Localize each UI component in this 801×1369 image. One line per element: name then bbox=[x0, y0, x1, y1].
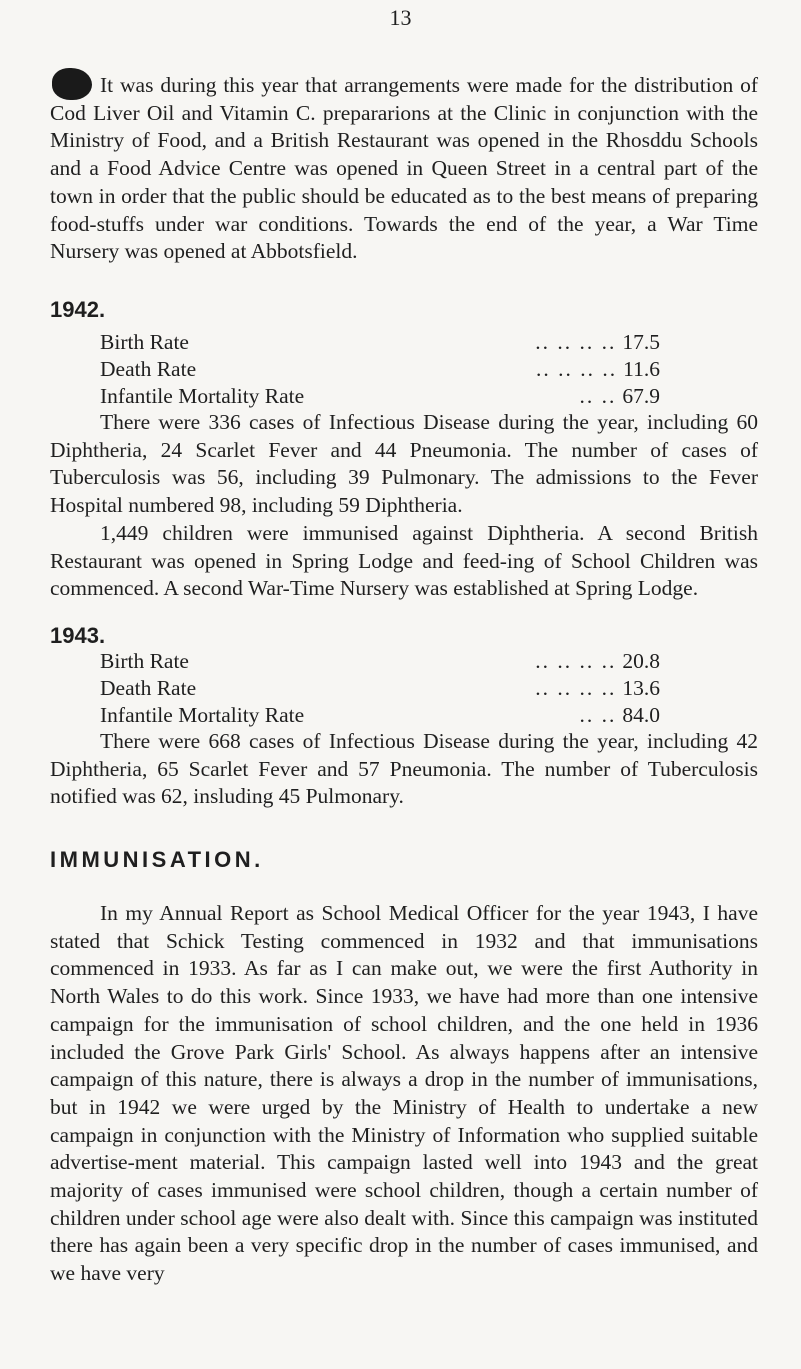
stat-row-death-rate bbox=[100, 356, 660, 383]
stat-row-infantile-mortality bbox=[100, 702, 660, 729]
stat-label: Death Rate bbox=[100, 357, 197, 381]
stat-label: Birth Rate bbox=[100, 649, 189, 673]
leader-dots: .. .. bbox=[579, 703, 617, 727]
stat-row-infantile-mortality bbox=[100, 383, 660, 410]
leader-dots: .. .. .. .. bbox=[536, 357, 618, 381]
stats-1942 bbox=[100, 329, 660, 410]
heading-1943: 1943. bbox=[50, 623, 106, 648]
stat-label: Infantile Mortality Rate bbox=[100, 384, 305, 408]
paragraph-immunisation: In my Annual Report as School Medical Officer for the year 1943, I have stated that Schick Testing commenced in 1932 and that immunisations commenced in 1933. As far as I can make out, we were the first Authority in North Wales to do this work. Since 1933, we have had more than one intensive campaign for the immunisation of school children, and the one held in 1936 included the Grove Park Girls' School. As always happens after an intensive campaign of this nature, there is always a drop in the number of immunisations, but in 1942 we were urged by the Ministry of Health to undertake a new campaign in conjunction with the Ministry of Information who supplied suitable advertise-ment material. This campaign lasted well into 1943 and the great majority of cases immunised were school children, though a certain number of children under school age were also dealt with. Since this campaign was instituted there has again been a very specific drop in the number of cases immunised, and we have very bbox=[50, 901, 758, 1286]
leader-dots: .. .. .. .. bbox=[535, 330, 617, 354]
leader-dots: .. .. bbox=[579, 384, 617, 408]
stat-value: 13.6 bbox=[622, 676, 660, 700]
paragraph-1942-diseases: There were 336 cases of Infectious Disease during the year, including 60 Diphtheria, 24 Scarlet Fever and 44 Pneumonia. The number of cases of Tuberculosis was 56, including 39 Pulmonary. The admissions to the Fever Hospital numbered 98, including 59 Diphtheria. bbox=[50, 410, 758, 518]
stat-row-birth-rate bbox=[100, 648, 660, 675]
paragraph-1942-immunised: 1,449 children were immunised against Diphtheria. A second British Restaurant was opened in Spring Lodge and feed-ing of School Children was commenced. A second War-Time Nursery was established at Spring Lodge. bbox=[50, 521, 758, 601]
heading-1942: 1942. bbox=[50, 297, 106, 322]
stat-value: 17.5 bbox=[622, 330, 660, 354]
stat-label: Birth Rate bbox=[100, 330, 189, 354]
stat-value: 84.0 bbox=[622, 703, 660, 727]
stat-value: 67.9 bbox=[622, 384, 660, 408]
stat-value: 20.8 bbox=[622, 649, 660, 673]
stat-row-death-rate bbox=[100, 675, 660, 702]
heading-immunisation: IMMUNISATION. bbox=[50, 847, 264, 872]
paragraph-1943-diseases: There were 668 cases of Infectious Disease during the year, including 42 Diphtheria, 65 Scarlet Fever and 57 Pneumonia. The number of Tuberculosis notified was 62, insluding 45 Pulmonary. bbox=[50, 729, 758, 809]
stat-label: Death Rate bbox=[100, 676, 197, 700]
stats-1943 bbox=[100, 648, 660, 729]
stat-row-birth-rate bbox=[100, 329, 660, 356]
stat-label: Infantile Mortality Rate bbox=[100, 703, 305, 727]
stat-value: 11.6 bbox=[623, 357, 660, 381]
page-number: 13 bbox=[389, 5, 412, 30]
leader-dots: .. .. .. .. bbox=[535, 676, 617, 700]
intro-paragraph: It was during this year that arrangements were made for the distribution of Cod Liver Oil and Vitamin C. prepararions at the Clinic in conjunction with the Ministry of Food, and a British Restaurant was opened in the Rhosddu Schools and a Food Advice Centre was opened in Queen Street in a central part of the town in order that the public should be educated as to the best means of preparing food-stuffs under war conditions. Towards the end of the year, a War Time Nursery was opened at Abbotsfield. bbox=[50, 73, 758, 264]
leader-dots: .. .. .. .. bbox=[535, 649, 617, 673]
